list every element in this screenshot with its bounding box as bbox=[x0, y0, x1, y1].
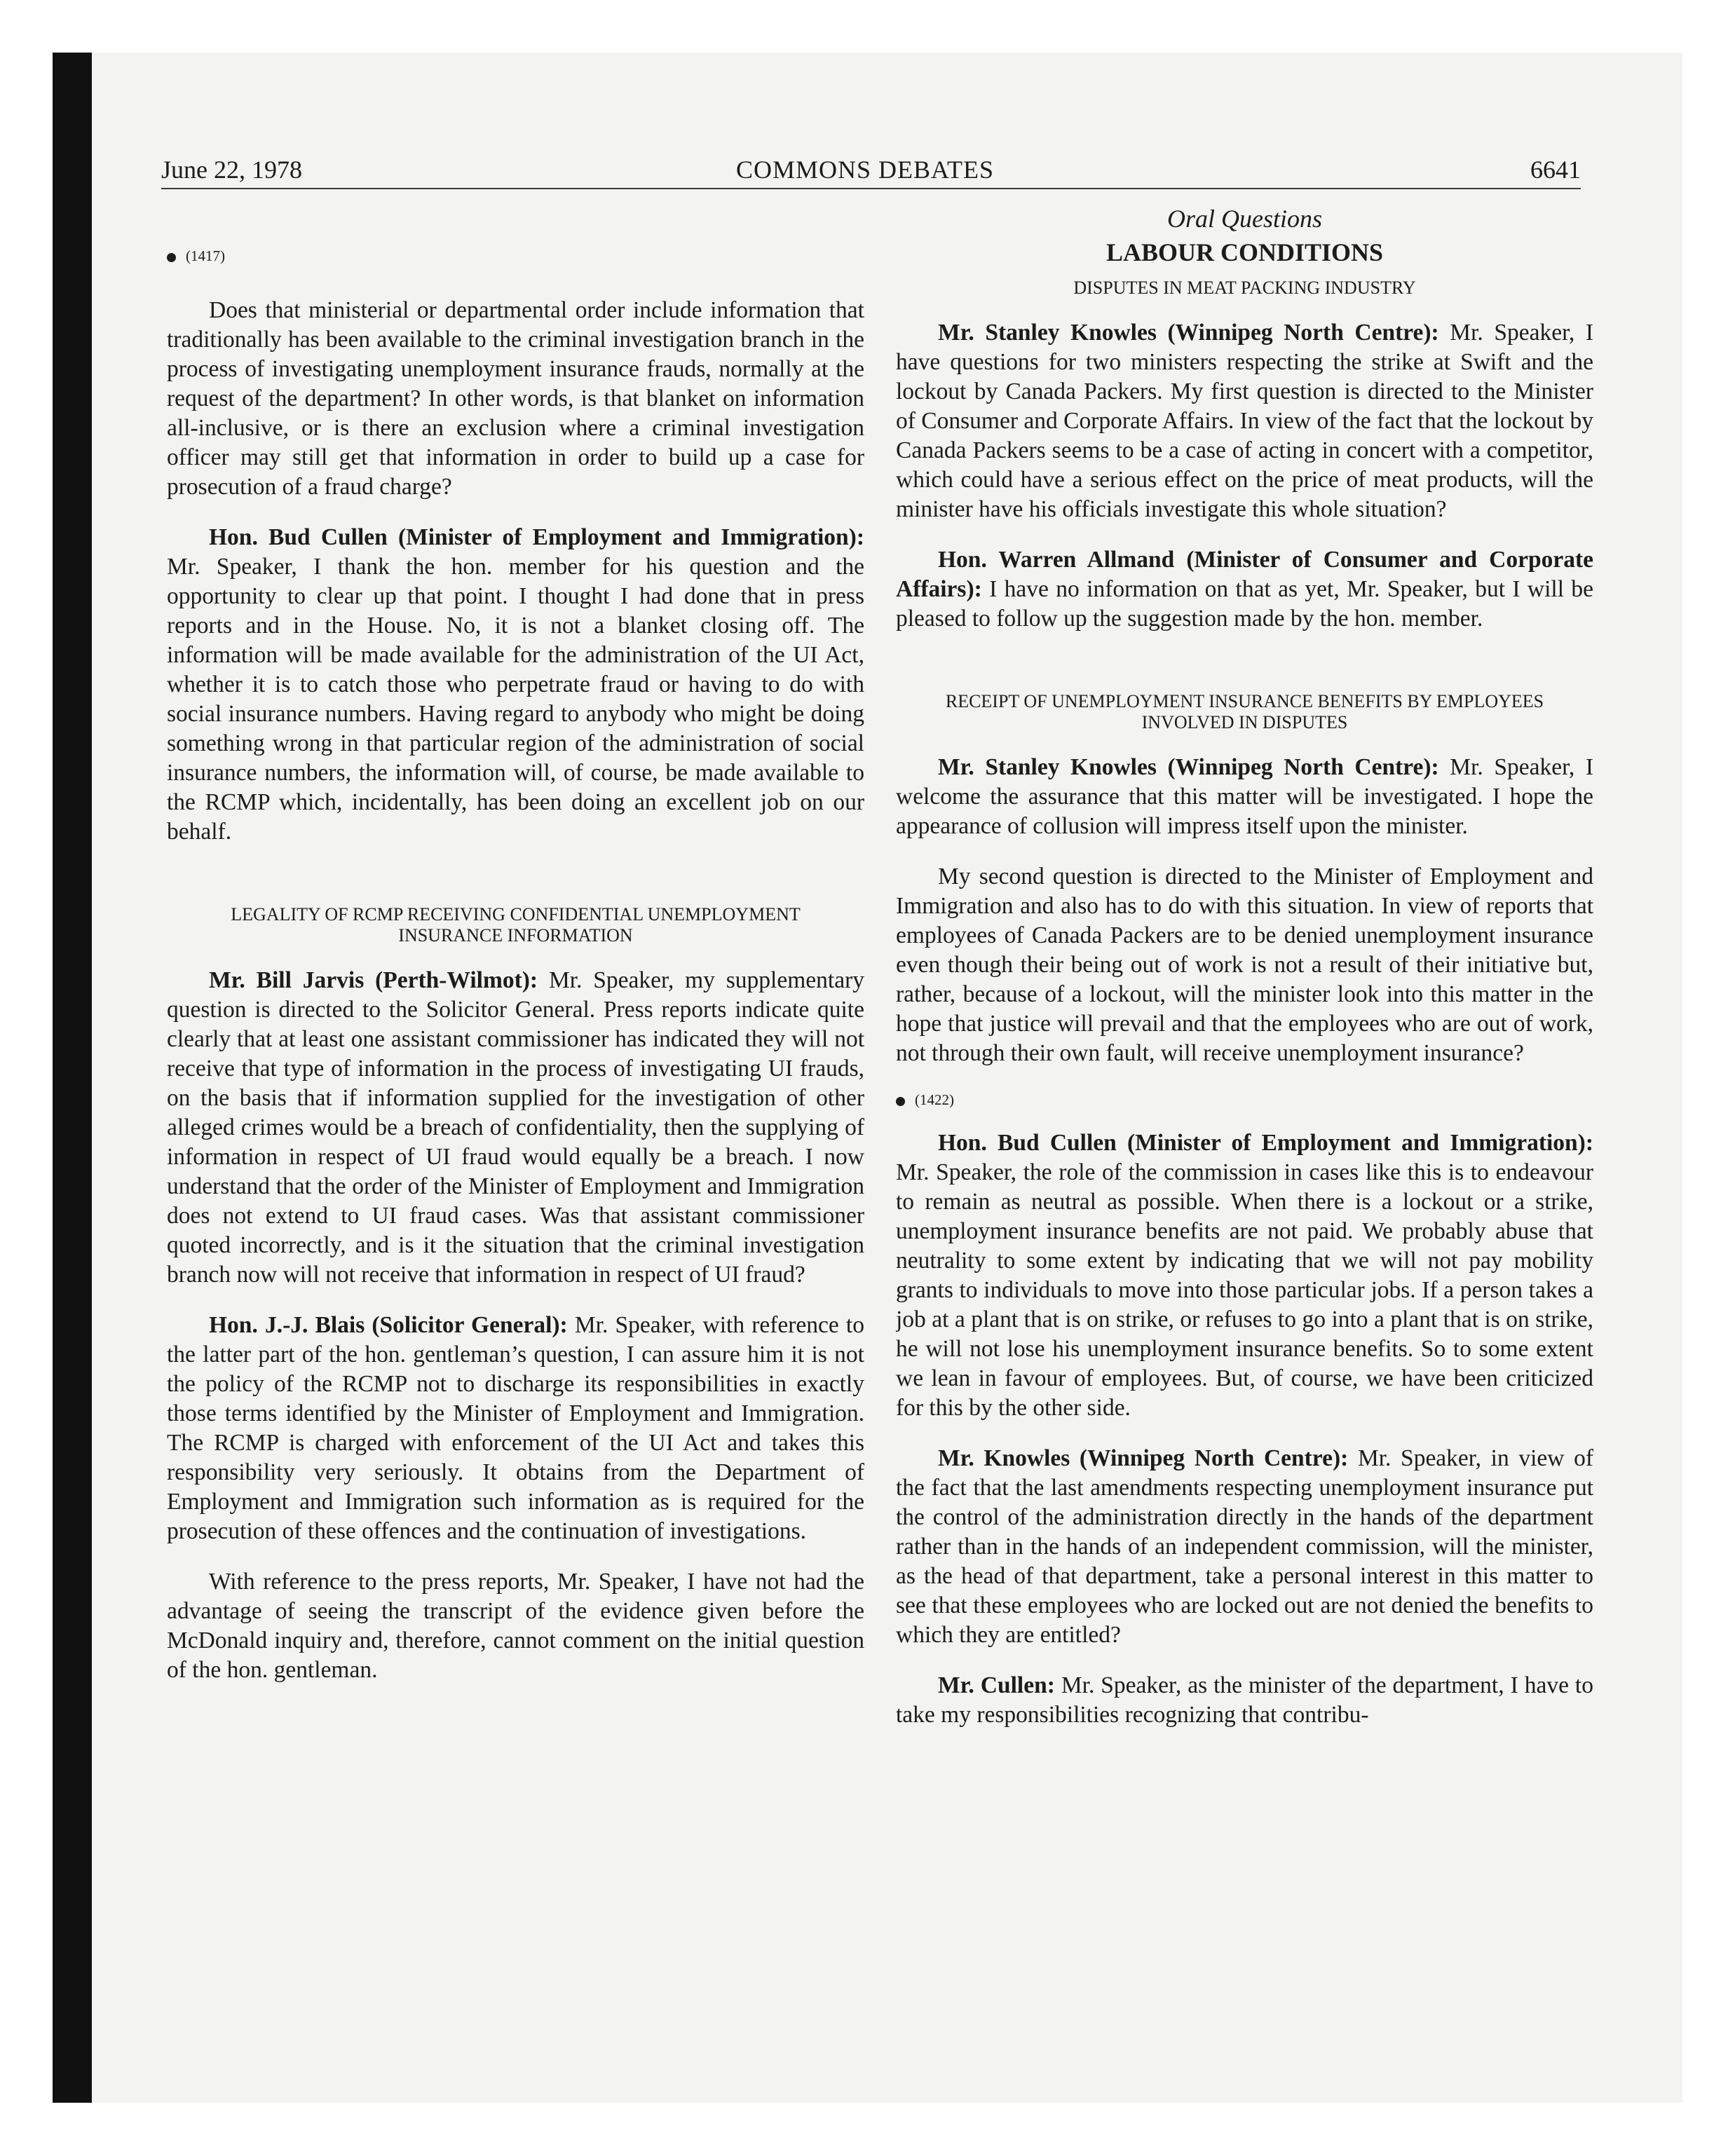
binding-edge bbox=[53, 53, 92, 2103]
speaker-name: Mr. Stanley Knowles (Winnipeg North Centre): bbox=[938, 754, 1439, 780]
paragraph bbox=[896, 1671, 1593, 1730]
header-title: COMMONS DEBATES bbox=[736, 156, 995, 184]
paragraph bbox=[896, 545, 1593, 634]
paragraph bbox=[167, 523, 864, 847]
paragraph: My second question is directed to the Minister of Employment and Immigration and also has to do with this situation. In view of reports that employees of Canada Packers are to be denied unemployment insurance even though their being out of work is not a result of their initiative but, rather, because of a lockout, will the minister look into this matter in the hope that justice will prevail and that the employees who are out of work, not through their own fault, will receive unemployment insurance? bbox=[896, 864, 1593, 1066]
speech-text: Mr. Speaker, I thank the hon. member for his question and the opportunity to clear up that point. I thought I had done that in press reports and in the House. No, it is not a blanket closing off. The information will be made available for the administration of the UI Act, whether it is to catch those who perpetrate fraud or having to do with social insurance numbers. Having regard to anybody who might be doing something wrong in that particular region of the administration of social insurance numbers, the information will, of course, be made available to the RCMP which, incidentally, has been doing an excellent job on our behalf. bbox=[167, 554, 864, 845]
speech-text: Mr. Speaker, I have questions for two ministers respecting the strike at Swift and the lockout by Canada Packers. My first question is directed to the Minister of Consumer and Corporate Affairs. In view of the fact that the lockout by Canada Packers seems to be a case of acting in concert with a competitor, which could have a serious effect on the price of meat products, will the minister have his officials investigate this whole situation? bbox=[896, 320, 1593, 522]
paragraph bbox=[896, 753, 1593, 841]
paragraph: With reference to the press reports, Mr. Speaker, I have not had the advantage of seeing the transcript of the evidence given before the McDonald inquiry and, therefore, cannot comment on the initial question of the hon. gentleman. bbox=[167, 1569, 864, 1683]
paragraph bbox=[167, 1311, 864, 1546]
subheading: RECEIPT OF UNEMPLOYMENT INSURANCE BENEFITS BY EMPLOYEES INVOLVED IN DISPUTES bbox=[945, 691, 1544, 732]
header-rule bbox=[161, 188, 1581, 189]
bullet-icon bbox=[167, 253, 176, 262]
paragraph bbox=[896, 318, 1593, 524]
paragraph bbox=[896, 1444, 1593, 1650]
speech-text: I have no information on that as yet, Mr. Speaker, but I will be pleased to follow up the suggestion made by the hon. member. bbox=[896, 576, 1593, 632]
speech-text: Mr. Speaker, I welcome the assurance that this matter will be investigated. I hope the appearance of collusion will impress itself upon the minister. bbox=[896, 754, 1593, 839]
header-date: June 22, 1978 bbox=[161, 156, 302, 184]
speaker-name: Mr. Bill Jarvis (Perth-Wilmot): bbox=[209, 967, 538, 993]
time-stamp-text: (1422) bbox=[915, 1091, 954, 1108]
left-column bbox=[167, 203, 864, 1913]
time-stamp-text: (1417) bbox=[186, 247, 225, 264]
speaker-name: Hon. J.-J. Blais (Solicitor General): bbox=[209, 1312, 568, 1338]
page-number: 6641 bbox=[1530, 156, 1581, 184]
paragraph: Does that ministerial or departmental order include information that traditionally has been available to the criminal investigation branch in the process of investigating unemployment insurance frauds, normally at the request of the department? In other words, is that blanket on information all-inclusive, or is there an exclusion where a criminal investigation officer may still get that information in order to build up a case for prosecution of a fraud charge? bbox=[167, 297, 864, 500]
speaker-name: Mr. Stanley Knowles (Winnipeg North Centre): bbox=[938, 320, 1439, 346]
speech-text: Mr. Speaker, my supplementary question is directed to the Solicitor General. Press reports indicate quite clearly that at least one assistant commissioner has indicated they will not receive that type of information in the process of investigating UI frauds, on the basis that if information supplied for the investigation of other alleged crimes would be a breach of confidentiality, then the supplying of information in respect of UI fraud would equally be a breach. I now understand that the order of the Minister of Employment and Immigration does not extend to UI fraud cases. Was that assistant commissioner quoted incorrectly, and is it the situation that the criminal investigation branch now will not receive that information in respect of UI fraud? bbox=[167, 967, 864, 1288]
time-stamp bbox=[896, 1089, 1593, 1110]
speaker-name: Hon. Bud Cullen (Minister of Employment and Immigration): bbox=[938, 1130, 1593, 1156]
subheading: DISPUTES IN MEAT PACKING INDUSTRY bbox=[1073, 278, 1416, 298]
section-title: LABOUR CONDITIONS bbox=[1105, 238, 1384, 266]
speaker-name: Mr. Knowles (Winnipeg North Centre): bbox=[938, 1445, 1349, 1471]
paragraph bbox=[167, 966, 864, 1290]
paragraph bbox=[896, 1128, 1593, 1423]
speech-text: Mr. Speaker, with reference to the latter part of the hon. gentleman’s question, I can assure him it is not the policy of the RCMP not to discharge its responsibilities in exactly those terms identified by the Minister of Employment and Immigration. The RCMP is charged with enforcement of the UI Act and takes this responsibility very seriously. It obtains from the Department of Employment and Immigration such information as is required for the prosecution of these offences and the continuation of investigations. bbox=[167, 1312, 864, 1544]
speaker-name: Mr. Cullen: bbox=[938, 1672, 1055, 1698]
speech-text: Mr. Speaker, the role of the commission in cases like this is to endeavour to remain as neutral as possible. When there is a lockout or a strike, unemployment insurance benefits are not paid. We probably abuse that neutrality to some extent by indicating that we will not pay mobility grants to individuals to move into those particular jobs. If a person takes a job at a plant that is on strike, or refuses to go into a plant that is on strike, he will not lose his unemployment insurance benefits. So to some extent we lean in favour of employees. But, of course, we have been criticized for this by the other side. bbox=[896, 1159, 1593, 1421]
speech-text: Mr. Speaker, as the minister of the department, I have to take my responsibilities recognizing that contribu- bbox=[896, 1672, 1593, 1728]
speech-text: Mr. Speaker, in view of the fact that the last amendments respecting unemployment insurance put the control of the administration directly in the hands of the department rather than in the hands of an independent commission, will the minister, as the head of that department, take a personal interest in this matter to see that these employees who are locked out are not denied the benefits to which they are entitled? bbox=[896, 1445, 1593, 1648]
section-label: Oral Questions bbox=[1166, 205, 1322, 233]
speaker-name: Hon. Bud Cullen (Minister of Employment and Immigration): bbox=[209, 524, 864, 550]
time-stamp bbox=[167, 245, 864, 266]
subheading: LEGALITY OF RCMP RECEIVING CONFIDENTIAL UNEMPLOYMENT INSURANCE INFORMATION bbox=[231, 904, 801, 946]
right-column bbox=[896, 203, 1593, 1913]
bullet-icon bbox=[896, 1097, 905, 1106]
speaker-name: Hon. Warren Allmand (Minister of Consumer and Corporate Affairs): bbox=[896, 547, 1593, 602]
